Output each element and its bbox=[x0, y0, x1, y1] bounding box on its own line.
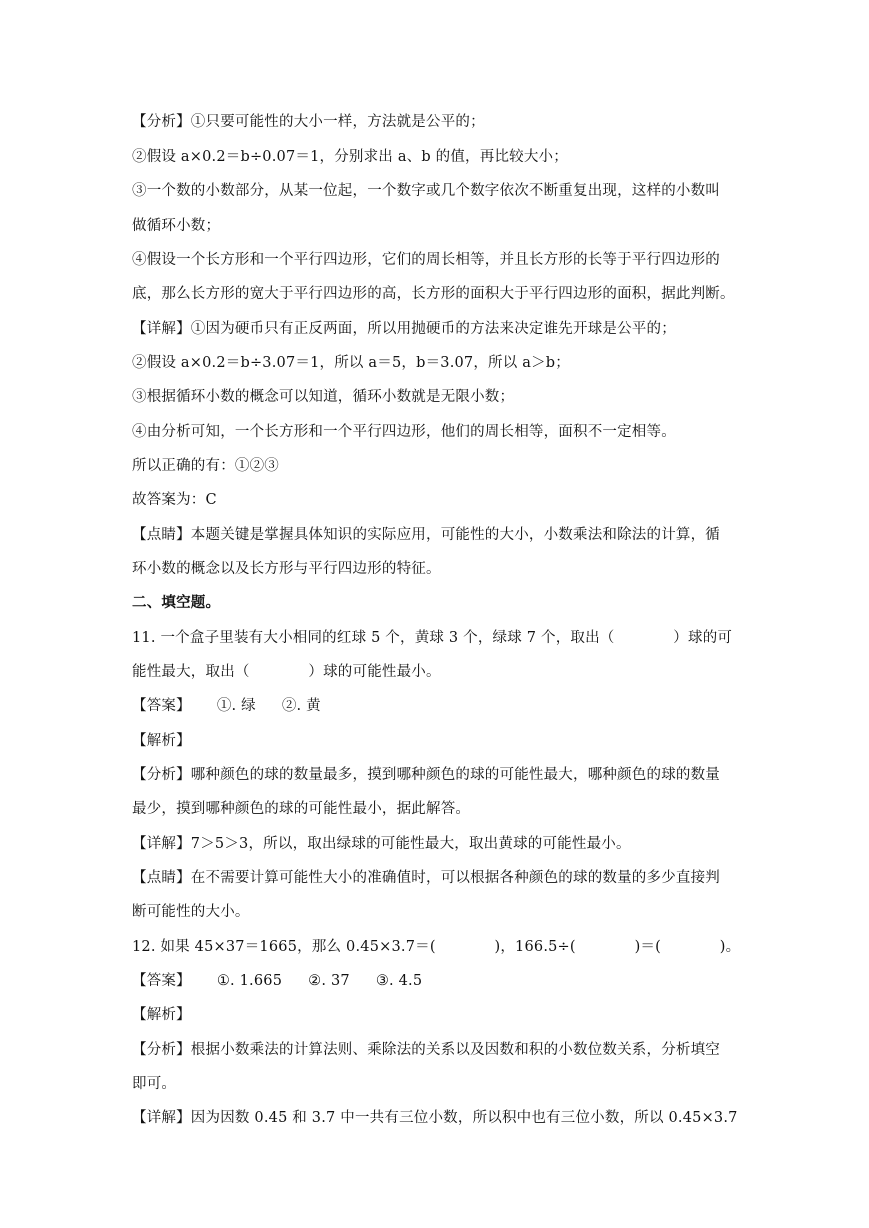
analysis-line-1: 【分析】①只要可能性的大小一样，方法就是公平的； bbox=[132, 114, 485, 130]
question-11-detail: 【详解】7＞5＞3，所以，取出绿球的可能性最大，取出黄球的可能性最小。 bbox=[132, 836, 631, 852]
question-11-answer bbox=[132, 696, 742, 716]
question-11-comment-2: 断可能性的大小。 bbox=[132, 904, 250, 920]
section-heading: 二、填空题。 bbox=[132, 594, 221, 611]
answer-label: 【答案】 bbox=[132, 973, 191, 989]
analysis-line-2: ②假设 a×0.2＝b÷0.07＝1，分别求出 a、b 的值，再比较大小； bbox=[132, 149, 568, 165]
question-12-explain-label: 【解析】 bbox=[132, 1007, 191, 1023]
question-12-answer bbox=[132, 971, 742, 991]
detail-line-2: ②假设 a×0.2＝b÷3.07＝1，所以 a＝5，b＝3.07，所以 a＞b； bbox=[132, 355, 570, 371]
question-12-detail: 【详解】因为因数 0.45 和 3.7 中一共有三位小数，所以积中也有三位小数，所以 0.45×3.7 bbox=[132, 1110, 738, 1126]
detail-line-4: ④由分析可知，一个长方形和一个平行四边形，他们的周长相等，面积不一定相等。 bbox=[132, 424, 676, 440]
question-12: 12. 如果 45×37＝1665，那么 0.45×3.7＝( )，166.5÷( )＝( )。 bbox=[132, 939, 741, 955]
answer-item: ③. 4.5 bbox=[375, 973, 423, 989]
analysis-line-5: ④假设一个长方形和一个平行四边形，它们的周长相等，并且长方形的长等于平行四边形的 bbox=[132, 252, 720, 268]
analysis-line-3: ③一个数的小数部分，从某一位起，一个数字或几个数字依次不断重复出现，这样的小数叫 bbox=[132, 183, 720, 199]
detail-line-3: ③根据循环小数的概念可以知道，循环小数就是无限小数； bbox=[132, 389, 515, 405]
answer-item: ②. 37 bbox=[308, 973, 350, 989]
answer-label: 【答案】 bbox=[132, 698, 191, 714]
question-11-line-2: 能性最大，取出（ ）球的可能性最小。 bbox=[132, 664, 441, 680]
question-12-analysis-1: 【分析】根据小数乘法的计算法则、乘除法的关系以及因数和积的小数位数关系，分析填空 bbox=[132, 1042, 720, 1058]
question-11-comment-1: 【点睛】在不需要计算可能性大小的准确值时，可以根据各种颜色的球的数量的多少直接判 bbox=[132, 870, 720, 886]
comment-line-2: 环小数的概念以及长方形与平行四边形的特征。 bbox=[132, 561, 441, 577]
comment-line-1: 【点睛】本题关键是掌握具体知识的实际应用，可能性的大小，小数乘法和除法的计算，循 bbox=[132, 527, 720, 543]
detail-line-1: 【详解】①因为硬币只有正反两面，所以用抛硬币的方法来决定谁先开球是公平的； bbox=[132, 321, 676, 337]
question-11-analysis-1: 【分析】哪种颜色的球的数量最多，摸到哪种颜色的球的可能性最大，哪种颜色的球的数量 bbox=[132, 767, 720, 783]
question-11-analysis-2: 最少，摸到哪种颜色的球的可能性最小，据此解答。 bbox=[132, 801, 471, 817]
conclusion-line: 所以正确的有：①②③ bbox=[132, 458, 279, 474]
answer-item: ②. 黄 bbox=[281, 698, 321, 714]
analysis-line-6: 底，那么长方形的宽大于平行四边形的高，长方形的面积大于平行四边形的面积，据此判断。 bbox=[132, 286, 735, 302]
analysis-line-4: 做循环小数； bbox=[132, 218, 221, 234]
answer-item: ①. 绿 bbox=[216, 698, 256, 714]
question-12-analysis-2: 即可。 bbox=[132, 1076, 177, 1092]
question-11-line-1: 11. 一个盒子里装有大小相同的红球 5 个，黄球 3 个，绿球 7 个，取出（ ）球的可 bbox=[132, 630, 733, 646]
answer-line: 故答案为：C bbox=[132, 492, 217, 508]
question-11-explain-label: 【解析】 bbox=[132, 733, 191, 749]
answer-item: ①. 1.665 bbox=[216, 973, 283, 989]
